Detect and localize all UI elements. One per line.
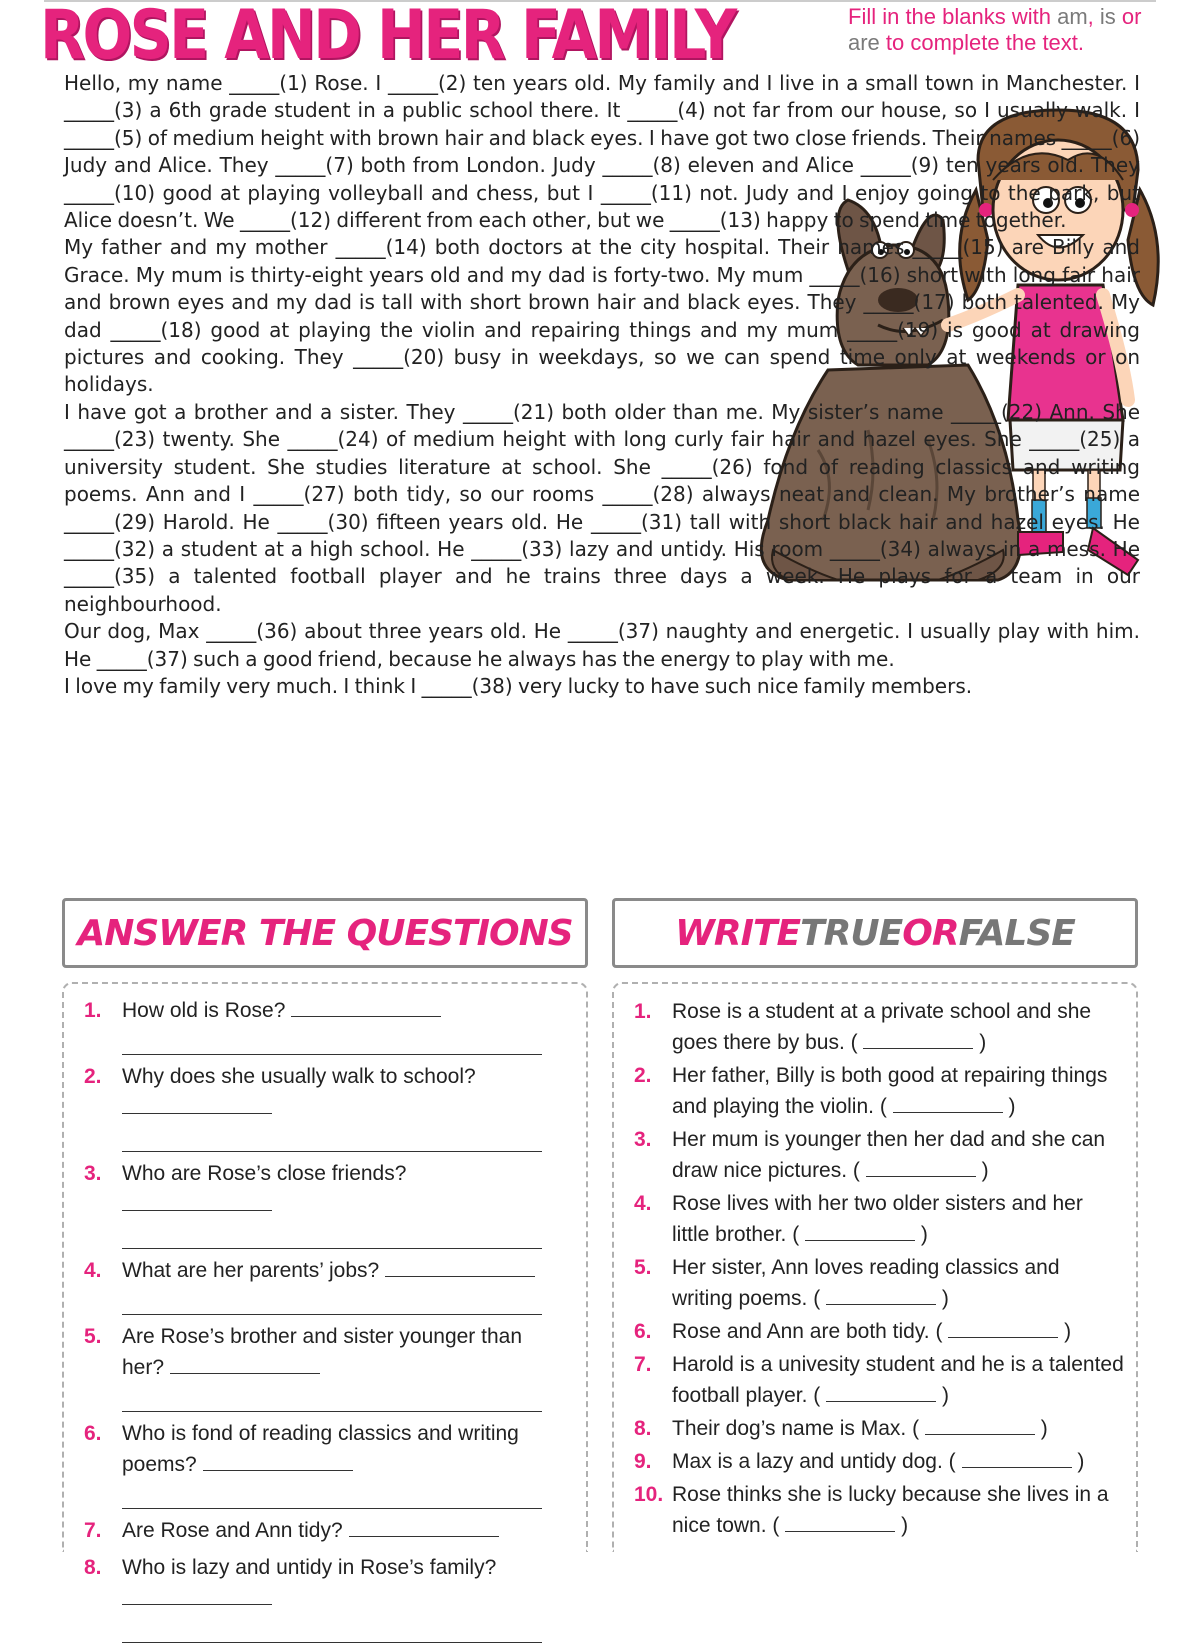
tf-statement-item [634, 996, 1124, 1058]
question-item [84, 1552, 554, 1643]
question-number: 1. [84, 999, 102, 1022]
tf-statement-item [634, 1316, 1124, 1347]
questions-list [84, 995, 554, 1649]
answer-line-continued[interactable] [122, 1387, 542, 1412]
instr-text-2: , [1087, 4, 1100, 29]
tf-statement-item [634, 1252, 1124, 1314]
question-text: Who is fond of reading classics and writing poems? [122, 1422, 519, 1476]
tf-title-true: TRUE [800, 912, 903, 954]
tf-answer-blank[interactable]: ( ) [912, 1417, 1048, 1440]
statement-number: 4. [634, 1192, 652, 1215]
instr-text-3: or [1115, 4, 1142, 29]
answer-line-continued[interactable] [122, 1484, 542, 1509]
tf-answer-blank[interactable]: ( ) [879, 1095, 1016, 1118]
tf-statement-item [634, 1124, 1124, 1186]
tf-statement-item [634, 1188, 1124, 1250]
question-item [84, 995, 554, 1055]
statement-number: 5. [634, 1256, 652, 1279]
tf-answer-blank[interactable]: ( ) [813, 1384, 949, 1407]
tf-title-false: FALSE [958, 912, 1075, 954]
true-false-header [612, 898, 1138, 968]
statement-text: Rose thinks she is lucky because she lives in a nice town. [672, 1483, 1109, 1537]
answer-questions-title: ANSWER THE QUESTIONS [77, 912, 573, 954]
instr-keyword-are: are [848, 30, 880, 55]
instr-text-4: to complete the text. [879, 30, 1085, 55]
true-false-list [634, 996, 1124, 1543]
statement-number: 6. [634, 1320, 652, 1343]
tf-answer-blank[interactable]: ( ) [852, 1159, 989, 1182]
question-text: Who is lazy and untidy in Rose’s family? [122, 1556, 497, 1579]
statement-text: Rose lives with her two older sisters and her little brother. [672, 1192, 1083, 1246]
question-number: 2. [84, 1065, 102, 1088]
question-text: How old is Rose? [122, 999, 286, 1022]
question-number: 7. [84, 1519, 102, 1542]
statement-text: Rose and Ann are both tidy. [672, 1320, 930, 1343]
tf-answer-blank[interactable]: ( ) [850, 1031, 987, 1054]
question-text: Are Rose and Ann tidy? [122, 1519, 343, 1542]
question-text: What are her parents’ jobs? [122, 1259, 380, 1282]
answer-line[interactable] [122, 1586, 272, 1605]
question-item [84, 1255, 554, 1315]
tf-title-or: OR [902, 912, 959, 954]
tf-statement-item [634, 1446, 1124, 1477]
answer-line[interactable] [122, 1095, 272, 1114]
story-paragraph-3: I have got a brother and a sister. They _____(21) both older than me. My sister’s name _____(22) Ann. She _____(23) twenty. She _____(24) of medium height with long curly fair hair and hazel eyes. She _____(25) a university student. She studies literature at school. She _____(26) fond of reading classics and writing poems. Ann and I _____(27) both tidy, so our rooms _____(28) always neat and clean. My brother’s name _____(29) Harold. He _____(30) fifteen years old. He _____(31) tall with short black hair and hazel eyes. He _____(32) a student at a high school. He _____(33) lazy and untidy. His room _____(34) always in a mess. He _____(35) a talented football player and he trains three days a week. He plays for a team in our neighbourhood. [64, 399, 1140, 616]
tf-statement-item [634, 1413, 1124, 1444]
answer-line[interactable] [203, 1452, 353, 1471]
statement-text: Max is a lazy and untidy dog. [672, 1450, 943, 1473]
instr-keyword-is: is [1099, 4, 1116, 29]
answer-line[interactable] [385, 1258, 535, 1277]
tf-statement-item [634, 1060, 1124, 1122]
question-item [84, 1158, 554, 1249]
question-item [84, 1515, 554, 1546]
statement-text: Her mum is younger then her dad and she can draw nice pictures. [672, 1128, 1106, 1182]
story-paragraph-2: My father and my mother _____(14) both doctors at the city hospital. Their names _____(15) are Billy and Grace. My mum is thirty-eight years old and my dad is forty-two. My mum _____(16) short with long fair hair and brown eyes and my dad is tall with short brown hair and black eyes. They _____(17) both talented. My dad _____(18) good at playing the violin and repairing things and my mum _____(19) is good at drawing pictures and cooking. They _____(20) busy in weekdays, so we can spend time only at weekends or on holidays. [64, 235, 1140, 397]
question-number: 3. [84, 1162, 102, 1185]
statement-number: 3. [634, 1128, 652, 1151]
answer-line-continued[interactable] [122, 1030, 542, 1055]
question-item [84, 1061, 554, 1152]
instr-text-1: Fill in the blanks with [848, 4, 1058, 29]
question-text: Are Rose’s brother and sister younger than her? [122, 1325, 523, 1379]
answer-line-continued[interactable] [122, 1127, 542, 1152]
tf-answer-blank[interactable]: ( ) [948, 1450, 1085, 1473]
tf-title-write: WRITE [675, 912, 801, 954]
instr-keyword-am: am [1057, 4, 1088, 29]
answer-questions-header [62, 898, 588, 968]
statement-text: Rose is a student at a private school and she goes there by bus. [672, 1000, 1092, 1054]
answer-line-continued[interactable] [122, 1618, 542, 1643]
statement-text: Her father, Billy is both good at repairing things and playing the violin. [672, 1064, 1108, 1118]
statement-number: 1. [634, 1000, 652, 1023]
statement-text: Their dog’s name is Max. [672, 1417, 907, 1440]
tf-answer-blank[interactable]: ( ) [813, 1287, 949, 1310]
answer-line-continued[interactable] [122, 1224, 542, 1249]
story-paragraph-5: I love my family very much. I think I _____(38) very lucky to have such nice family members. [64, 673, 973, 698]
statement-number: 9. [634, 1450, 652, 1473]
story-paragraph-1: Hello, my name _____(1) Rose. I _____(2) ten years old. My family and I live in a small town in Manchester. I _____(3) a 6th grade student in a public school there. It _____(4) not far from our house, so I usually walk. I _____(5) of medium height with brown hair and black eyes. I have got two close friends. Their names _____(6) Judy and Alice. They _____(7) both from London. Judy _____(8) eleven and Alice _____(9) ten years old. They _____(10) good at playing volleyball and chess, but I _____(11) not. Judy and I enjoy going to the park, but Alice doesn’t. We _____(12) different from each other, but we _____(13) happy to spend time together. [64, 71, 1140, 233]
story-paragraph-4: Our dog, Max _____(36) about three years old. He _____(37) naughty and energetic. I usually play with him. He _____(37) such a good friend, because he always has the energy to play with me. [64, 619, 1140, 671]
tf-answer-blank[interactable]: ( ) [772, 1514, 909, 1537]
answer-line[interactable] [291, 998, 441, 1017]
question-text: Why does she usually walk to school? [122, 1065, 476, 1088]
question-number: 4. [84, 1259, 102, 1282]
tf-answer-blank[interactable]: ( ) [792, 1223, 928, 1246]
instructions [848, 4, 1158, 56]
statement-number: 10. [634, 1483, 664, 1506]
tf-statement-item [634, 1479, 1124, 1541]
question-number: 8. [84, 1556, 102, 1579]
statement-text: Harold is a univesity student and he is a talented football player. [672, 1353, 1124, 1407]
statement-number: 7. [634, 1353, 652, 1376]
statement-text: Her sister, Ann loves reading classics and writing poems. [672, 1256, 1060, 1310]
question-text: Who are Rose’s close friends? [122, 1162, 407, 1185]
question-item [84, 1321, 554, 1412]
answer-line[interactable] [122, 1192, 272, 1211]
statement-number: 8. [634, 1417, 652, 1440]
question-number: 6. [84, 1422, 102, 1445]
answer-line-continued[interactable] [122, 1290, 542, 1315]
story-text [64, 70, 1140, 700]
worksheet-title: ROSE AND HER FAMILY [40, 0, 735, 75]
answer-line[interactable] [349, 1518, 499, 1537]
tf-answer-blank[interactable]: ( ) [935, 1320, 1072, 1343]
answer-line[interactable] [170, 1355, 320, 1374]
tf-statement-item [634, 1349, 1124, 1411]
question-number: 5. [84, 1325, 102, 1348]
question-item [84, 1418, 554, 1509]
statement-number: 2. [634, 1064, 652, 1087]
